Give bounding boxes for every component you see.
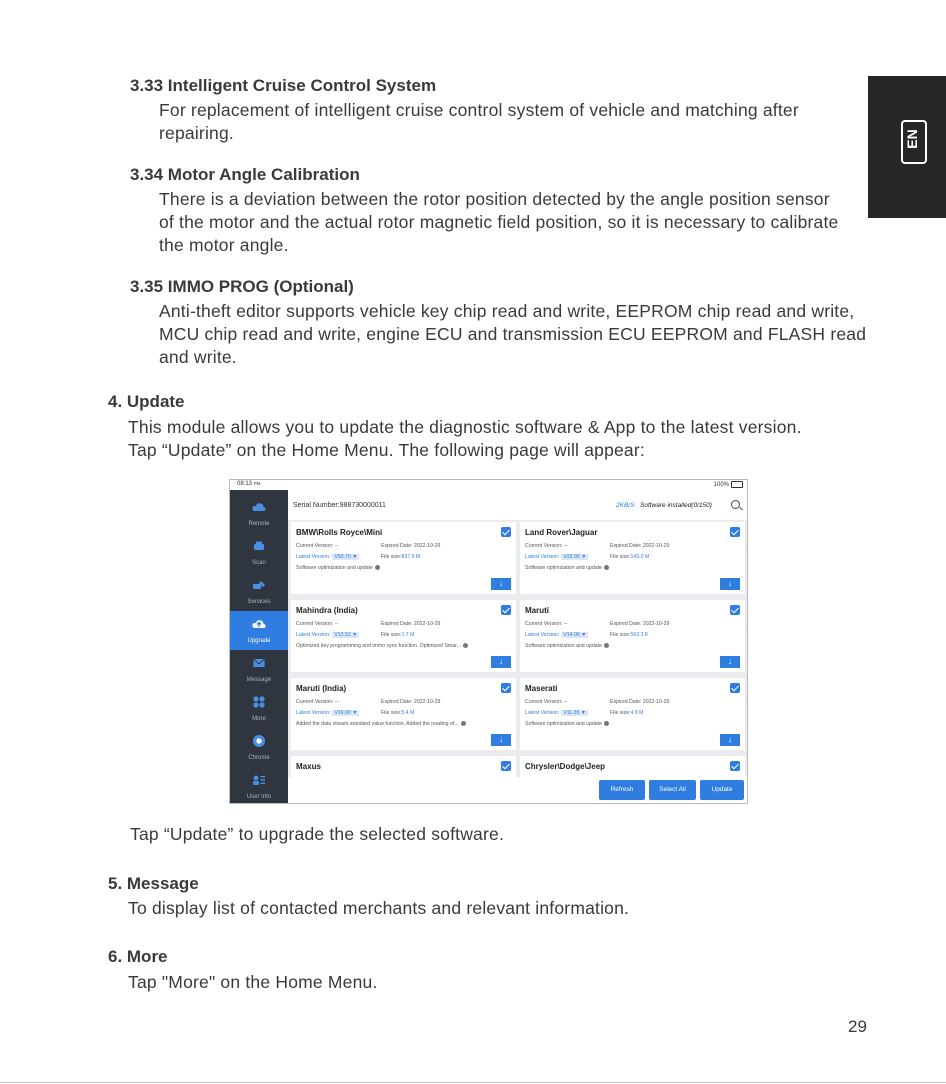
sidebar bbox=[230, 490, 288, 803]
heading-3-35: 3.35 IMMO PROG (Optional) bbox=[130, 277, 354, 296]
info-icon[interactable] bbox=[461, 721, 466, 726]
paragraph-3-34 bbox=[159, 188, 869, 257]
heading-3-33: 3.33 Intelligent Cruise Control System bbox=[130, 76, 437, 95]
card-title: Chrysler\Dodge\Jeep bbox=[525, 762, 606, 771]
language-label: EN bbox=[904, 129, 920, 149]
latest-version[interactable]: Latest Version: V16.90 ▼ bbox=[296, 710, 358, 716]
software-card[interactable] bbox=[520, 600, 745, 672]
heading-more: 6. More bbox=[108, 947, 168, 966]
sidebar-item-more[interactable] bbox=[230, 689, 288, 728]
card-title: BMW\Rolls Royce\Mini bbox=[296, 528, 383, 537]
paragraph-message: To display list of contacted merchants and relevant information. bbox=[128, 898, 630, 918]
info-icon[interactable] bbox=[375, 565, 380, 570]
card-title: Maxus bbox=[296, 762, 321, 771]
latest-version[interactable]: Latest Version: V33.96 ▼ bbox=[525, 554, 587, 560]
file-size: File size:4.9 M bbox=[610, 710, 644, 716]
card-title: Land Rover\Jaguar bbox=[525, 528, 598, 537]
file-size: File size:563.3 K bbox=[610, 632, 649, 638]
sidebar-item-upgrade[interactable] bbox=[230, 611, 288, 650]
update-caption: Tap “Update” to upgrade the selected software. bbox=[130, 824, 504, 844]
sidebar-item-label: Scan bbox=[252, 560, 266, 566]
update-screenshot bbox=[229, 479, 748, 804]
card-description: Software optimization and update bbox=[525, 721, 737, 727]
current-version: Current Version: -- bbox=[296, 543, 339, 549]
page-number: 29 bbox=[848, 1017, 867, 1036]
software-card[interactable] bbox=[291, 522, 516, 594]
current-version: Current Version: -- bbox=[525, 543, 568, 549]
card-checkbox[interactable] bbox=[730, 605, 740, 615]
chrome-icon bbox=[252, 734, 266, 748]
expired-date: Expired Date: 2022-10-29 bbox=[381, 699, 441, 705]
language-tab bbox=[868, 76, 946, 218]
sidebar-item-message[interactable] bbox=[230, 650, 288, 689]
select-all-button[interactable]: Select All bbox=[649, 780, 696, 800]
paragraph-3-33 bbox=[159, 99, 869, 145]
card-checkbox[interactable] bbox=[730, 761, 740, 771]
car-icon bbox=[252, 539, 266, 553]
text-line: repairing. bbox=[159, 123, 234, 143]
cloud-car-icon bbox=[252, 500, 266, 514]
sidebar-item-label: User Info bbox=[246, 794, 272, 800]
text-line: the motor angle. bbox=[159, 235, 289, 255]
sidebar-item-remote[interactable] bbox=[230, 494, 288, 533]
cloud-upload-icon bbox=[252, 617, 266, 631]
latest-version[interactable]: Latest Version: V50.70 ▼ bbox=[296, 554, 358, 560]
battery-icon bbox=[731, 481, 743, 488]
wrench-car-icon bbox=[252, 578, 266, 592]
sidebar-item-label: Services bbox=[247, 599, 271, 605]
sidebar-item-label: Chrome bbox=[248, 755, 270, 761]
search-icon[interactable] bbox=[731, 500, 740, 509]
update-topbar bbox=[288, 490, 747, 520]
text-line: Anti-theft editor supports vehicle key chip read and write, EEPROM chip read and write, bbox=[159, 301, 855, 321]
text-line: There is a deviation between the rotor position detected by the angle position sensor bbox=[159, 189, 830, 209]
sidebar-item-scan[interactable] bbox=[230, 533, 288, 572]
download-speed: 2KB/S bbox=[616, 502, 635, 509]
card-title: Maruti (India) bbox=[296, 684, 347, 693]
envelope-icon bbox=[252, 656, 266, 670]
card-checkbox[interactable] bbox=[501, 761, 511, 771]
update-action-bar bbox=[288, 777, 747, 803]
current-version: Current Version: -- bbox=[296, 621, 339, 627]
file-size: File size:1.7 M bbox=[381, 632, 415, 638]
status-bar bbox=[230, 480, 747, 490]
card-title: Mahindra (India) bbox=[296, 606, 358, 615]
latest-version[interactable]: Latest Version: V11.35 ▼ bbox=[525, 710, 586, 716]
download-button[interactable]: ↓ bbox=[720, 578, 740, 590]
refresh-button[interactable]: Refresh bbox=[599, 780, 645, 800]
sidebar-item-label: More bbox=[252, 716, 266, 722]
card-description: Optimized key programming and immo sync function. Optimized Smar... bbox=[296, 643, 508, 649]
text-line: Tap “Update” on the Home Menu. The following page will appear: bbox=[128, 440, 645, 460]
file-size: File size:5.4 M bbox=[381, 710, 415, 716]
sidebar-item-label: Remote bbox=[248, 521, 270, 527]
software-card[interactable] bbox=[520, 678, 745, 750]
card-description: Software optimization and update bbox=[296, 565, 508, 571]
paragraph-more: Tap "More" on the Home Menu. bbox=[128, 972, 378, 992]
expired-date: Expired Date: 2022-10-29 bbox=[610, 543, 670, 549]
heading-update: 4. Update bbox=[108, 392, 185, 411]
file-size: File size:837.9 M bbox=[381, 554, 421, 560]
card-checkbox[interactable] bbox=[501, 683, 511, 693]
expired-date: Expired Date: 2022-10-29 bbox=[381, 621, 441, 627]
heading-message: 5. Message bbox=[108, 874, 199, 893]
card-description: Software optimization and update bbox=[525, 565, 737, 571]
card-description: Software optimization and update bbox=[525, 643, 737, 649]
user-info-icon bbox=[252, 773, 266, 787]
current-version: Current Version: -- bbox=[525, 621, 568, 627]
file-size: File size:143.0 M bbox=[610, 554, 650, 560]
info-icon[interactable] bbox=[604, 643, 609, 648]
serial-number: Serial Number:988730000011 bbox=[293, 502, 386, 509]
expired-date: Expired Date: 2022-10-29 bbox=[610, 699, 670, 705]
text-line: of the motor and the actual rotor magnetic field position, so it is necessary to calibrate bbox=[159, 212, 839, 232]
card-checkbox[interactable] bbox=[501, 527, 511, 537]
card-checkbox[interactable] bbox=[501, 605, 511, 615]
heading-3-34: 3.34 Motor Angle Calibration bbox=[130, 165, 360, 184]
download-button[interactable]: ↓ bbox=[491, 734, 511, 746]
expired-date: Expired Date: 2022-10-29 bbox=[610, 621, 670, 627]
text-line: This module allows you to update the diagnostic software & App to the latest version. bbox=[128, 417, 802, 437]
info-icon[interactable] bbox=[463, 643, 468, 648]
text-line: MCU chip read and write, engine ECU and transmission ECU EEPROM and FLASH read bbox=[159, 324, 867, 344]
current-version: Current Version: -- bbox=[296, 699, 339, 705]
battery-status: 100% bbox=[714, 481, 743, 488]
text-line: For replacement of intelligent cruise control system of vehicle and matching after bbox=[159, 100, 799, 120]
download-button[interactable]: ↓ bbox=[720, 656, 740, 668]
sidebar-item-label: Upgrade bbox=[247, 638, 271, 644]
text-line: and write. bbox=[159, 347, 237, 367]
card-checkbox[interactable] bbox=[730, 527, 740, 537]
download-button[interactable]: ↓ bbox=[491, 656, 511, 668]
card-description: Added the data stream standard value function. Added the reading of... bbox=[296, 721, 508, 727]
card-title: Maserati bbox=[525, 684, 558, 693]
sidebar-item-user-info[interactable] bbox=[230, 767, 288, 804]
update-button[interactable]: Update bbox=[700, 780, 744, 800]
latest-version[interactable]: Latest Version: V13.52 ▼ bbox=[296, 632, 358, 638]
software-card[interactable] bbox=[291, 678, 516, 750]
sidebar-item-label: Message bbox=[246, 677, 272, 683]
paragraph-3-35 bbox=[159, 300, 869, 369]
download-button[interactable]: ↓ bbox=[491, 578, 511, 590]
current-version: Current Version: -- bbox=[525, 699, 568, 705]
page-bottom-rule bbox=[0, 1082, 946, 1083]
software-card[interactable] bbox=[291, 600, 516, 672]
software-card[interactable] bbox=[520, 522, 745, 594]
latest-version[interactable]: Latest Version: V14.06 ▼ bbox=[525, 632, 587, 638]
status-time: 08:13 PM bbox=[237, 481, 261, 487]
grid-icon bbox=[252, 695, 266, 709]
download-button[interactable]: ↓ bbox=[720, 734, 740, 746]
card-checkbox[interactable] bbox=[730, 683, 740, 693]
info-icon[interactable] bbox=[604, 565, 609, 570]
info-icon[interactable] bbox=[604, 721, 609, 726]
sidebar-item-services[interactable] bbox=[230, 572, 288, 611]
card-title: Maruti bbox=[525, 606, 549, 615]
software-installed-count: Software installed(0/150) bbox=[640, 502, 712, 509]
sidebar-item-chrome[interactable] bbox=[230, 728, 288, 767]
paragraph-update bbox=[128, 416, 868, 462]
expired-date: Expired Date: 2022-10-29 bbox=[381, 543, 441, 549]
